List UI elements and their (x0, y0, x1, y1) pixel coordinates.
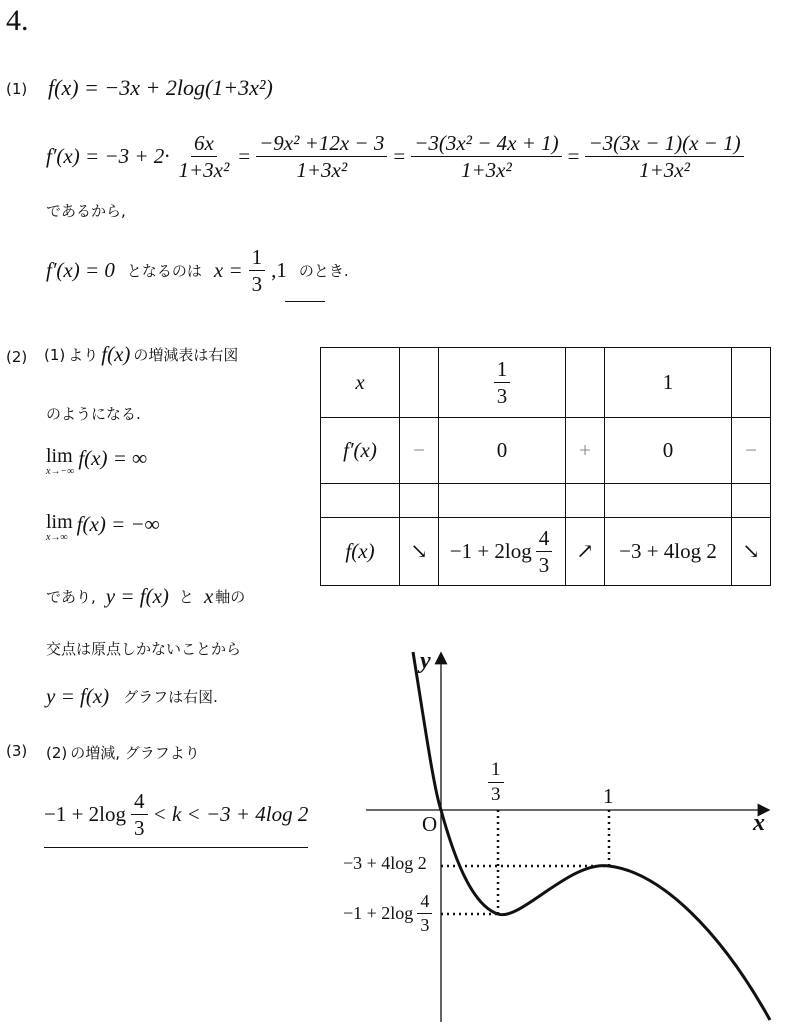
cell-empty (732, 484, 771, 518)
part2-line-2: のようになる. (46, 405, 141, 423)
limit-1-rhs: f(x) = ∞ (78, 446, 148, 470)
part2-label: (2) (6, 348, 28, 366)
answer-frac-num: 4 (131, 790, 148, 815)
cell-f-arrow-up: ↗ (566, 518, 605, 586)
x-symbol: x (203, 584, 214, 608)
text-notoki: のとき. (298, 262, 349, 281)
cell-empty (439, 484, 566, 518)
text-zougen-graph: の増減, グラフより (70, 744, 200, 762)
root-numerator: 1 (249, 246, 266, 271)
text-tonaru: となるのは (126, 262, 202, 281)
table-row-x (321, 348, 771, 418)
ref-part1: (1) (44, 345, 66, 364)
frac4-denominator: 1+3x² (639, 158, 690, 183)
level-min-num: 4 (417, 892, 432, 914)
frac3-numerator: −3(3x² − 4x + 1) (411, 132, 561, 157)
text-to: と (178, 588, 194, 606)
frac2-denominator: 1+3x² (296, 158, 348, 183)
zero-condition: f′(x) = 0 (46, 258, 115, 283)
local-min-den: 3 (538, 553, 550, 577)
equals-sign: = (567, 144, 580, 169)
root-fraction (249, 246, 266, 295)
cell-x-third (439, 348, 566, 418)
equals-sign: = (393, 144, 406, 169)
part2-line-7 (46, 684, 218, 709)
table-row-blank (321, 484, 771, 518)
tick-third-den: 3 (491, 783, 501, 805)
x-third-den: 3 (496, 384, 508, 408)
y-equals-fx: y = f(x) (105, 584, 169, 608)
frac4-numerator: −3(3x − 1)(x − 1) (585, 132, 743, 157)
limit-2-rhs: f(x) = −∞ (76, 512, 160, 536)
cell-f-arrow-down-1: ↘ (400, 518, 439, 586)
frac2-numerator: −9x² +12x − 3 (256, 132, 387, 157)
part1-function-def: f(x) = −3x + 2log(1+3x²) (48, 75, 273, 100)
frac1-denominator: 1+3x² (178, 158, 230, 183)
part2-line-5 (46, 584, 245, 609)
derivative-frac-4 (585, 132, 743, 181)
root-rest: ,1 (271, 258, 287, 283)
graph-level-min-label (343, 892, 434, 935)
level-min-fraction (417, 892, 432, 935)
derivative-frac-3 (411, 132, 561, 181)
answer-underline-3 (44, 847, 308, 848)
limit-2 (46, 512, 160, 543)
answer-right: < k < −3 + 4log 2 (152, 802, 309, 827)
ref-part2: (2) (46, 743, 68, 762)
answer-fraction (131, 790, 148, 839)
part3-line-1 (46, 742, 200, 763)
level-min-text: −1 + 2log (343, 902, 414, 923)
derivative-frac-2 (256, 132, 387, 181)
local-min-num: 4 (536, 527, 553, 552)
final-answer (44, 790, 308, 839)
graph-tick-third (486, 760, 506, 805)
cell-fprime-zero-1: 0 (439, 418, 566, 484)
graph-y-label: y (420, 648, 431, 674)
x-equals: x = (213, 258, 243, 283)
part2-line-1 (44, 342, 238, 367)
lim-subscript-2: x→∞ (46, 532, 68, 543)
lim-word: lim (46, 511, 73, 533)
graph-level-max-label: −3 + 4log 2 (343, 853, 427, 873)
cell-x-label: x (321, 348, 400, 418)
text-yori: より (68, 346, 99, 364)
cell-f-local-max: −3 + 4log 2 (605, 518, 732, 586)
cell-empty (732, 348, 771, 418)
cell-f-label: f(x) (321, 518, 400, 586)
x-third-num: 1 (494, 358, 511, 383)
cell-fprime-zero-2: 0 (605, 418, 732, 484)
answer-frac-den: 3 (134, 816, 145, 841)
lim-subscript-1: x→−∞ (46, 466, 75, 477)
tick-third-fraction (488, 760, 504, 805)
graph-tick-one: 1 (603, 784, 614, 808)
local-min-fraction (536, 527, 553, 576)
cell-fprime-minus-2: − (732, 418, 771, 484)
derivative-frac-1 (176, 132, 233, 181)
curve (413, 652, 770, 1020)
part1-label: (1) (6, 80, 28, 98)
text-dearukara: であるから, (46, 202, 126, 220)
cell-empty (566, 348, 605, 418)
cell-empty (400, 348, 439, 418)
cell-f-local-min (439, 518, 566, 586)
equals-sign: = (238, 144, 251, 169)
text-jikuno: 軸の (215, 588, 246, 606)
table-row-f (321, 518, 771, 586)
variation-table (320, 347, 771, 586)
text-graph-migizu: グラフは右図. (123, 688, 218, 706)
frac3-denominator: 1+3x² (461, 158, 512, 183)
cell-fprime-plus: + (566, 418, 605, 484)
x-third-fraction (494, 358, 511, 407)
answer-underline-1 (285, 301, 325, 302)
local-min-text: −1 + 2log (449, 539, 532, 563)
table-row-fprime (321, 418, 771, 484)
fx-expr: f(x) (101, 342, 131, 366)
text-zougenhyou: の増減表は右図 (133, 346, 239, 364)
cell-empty (321, 484, 400, 518)
part3-label: (3) (6, 742, 28, 760)
answer-left: −1 + 2log (44, 802, 127, 827)
cell-f-arrow-down-2: ↘ (732, 518, 771, 586)
limit-1 (46, 446, 147, 477)
graph-origin-label: O (422, 812, 438, 836)
dotted-guides (441, 810, 609, 914)
cell-fprime-minus-1: − (400, 418, 439, 484)
cell-empty (400, 484, 439, 518)
y-equals-fx-2: y = f(x) (46, 684, 110, 708)
lim-word: lim (46, 445, 73, 467)
zero-condition-line (46, 246, 349, 295)
derivative-lhs: f′(x) = −3 + 2· (46, 144, 170, 169)
problem-number: 4. (6, 4, 29, 37)
cell-empty (605, 484, 732, 518)
cell-x-one: 1 (605, 348, 732, 418)
part2-line-6: 交点は原点しかないことから (46, 640, 242, 658)
derivative-equation (46, 132, 746, 181)
lim-operator-2 (46, 512, 73, 543)
cell-empty (566, 484, 605, 518)
cell-fprime-label: f′(x) (321, 418, 400, 484)
level-min-den: 3 (420, 914, 430, 935)
root-denominator: 3 (251, 272, 263, 297)
lim-operator-1 (46, 446, 74, 477)
graph-x-label: x (753, 810, 765, 836)
text-deari: であり, (46, 588, 96, 606)
frac1-numerator: 6x (191, 132, 217, 157)
tick-third-num: 1 (488, 760, 504, 783)
